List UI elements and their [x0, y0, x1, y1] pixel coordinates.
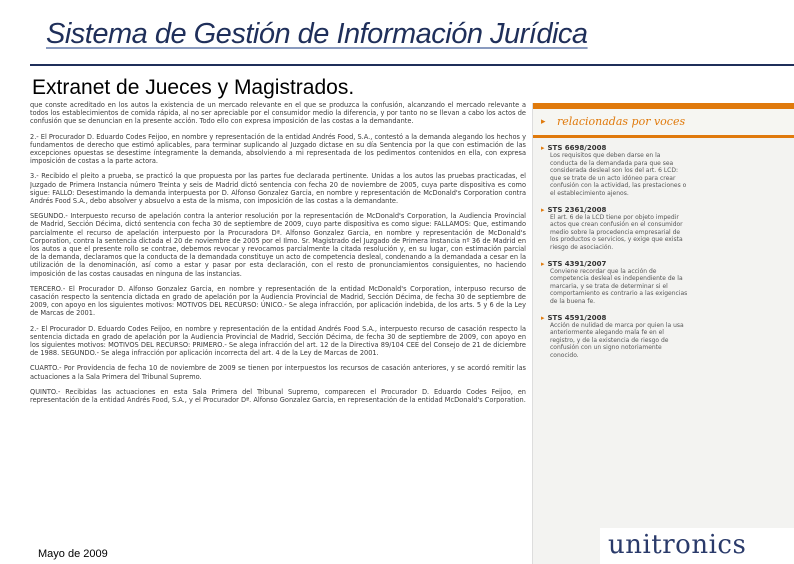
arrow-right-icon: ▸: [541, 116, 546, 126]
arrow-right-icon: ▸: [541, 144, 545, 152]
page-title: Sistema de Gestión de Información Jurídica: [46, 18, 588, 50]
document-paragraph: TERCERO.- El Procurador D. Alfonso Gonzalez Garcia, en nombre y representación de la entidad McDonald's Corporation, interpuso recurso de casación respecto la sentencia dictada en grado de apelación por la Audiencia Provincial de Madrid, Sección Décima, de fecha 30 de septiembre de 2009, con apoyo en los siguientes motivos: MOTIVOS DEL RECURSO: ÚNICO.- Se alega infracción, por aplicación indebida, de los arts. 5 y 6 de la Ley de Marcas de 2001.: [30, 284, 526, 318]
unitronics-logo: [600, 528, 794, 564]
related-item-text: Conviene recordar que la acción de competencia desleal es independiente de la marcaria, y se trata de determinar si el comportamiento es contrario a las exigencias de la buena fe.: [550, 267, 688, 305]
related-item-id[interactable]: STS 2361/2008: [547, 205, 607, 214]
related-item-id[interactable]: STS 4591/2008: [547, 313, 607, 322]
document-paragraph: 2.- El Procurador D. Eduardo Codes Feijoo, en nombre y representación de la entidad Andrés Food, S.A., contestó a la demanda alegando los hechos y fundamentos de derecho que estimó aplicables, para terminar suplicando al Juzgado dictase en su día Sentencia por la que con estimación de las excepciones opuestas se desestime íntegramente la demanda, absolviendo a mi representada de los pedimentos contenidos en ella, con expresa imposición de costas a la parte actora.: [30, 132, 526, 166]
document-paragraph: 3.- Recibido el pleito a prueba, se practicó la que propuesta por las partes fue declarada pertinente. Unidas a los autos las pruebas practicadas, el Juzgado de Primera Instancia número Treinta y seis de Madrid dictó sentencia con fecha 20 de noviembre de 2005, cuya parte dispositiva es como sigue: FALLO: Desestimando la demanda interpuesta por D. Alfonso Gonzalez Garcia, en nombre y representación de McDonald's Corporation contra Andrés Food S.A., debo absolver y absuelvo a esta de la misma, con imposición de las costas a la demandante.: [30, 172, 526, 206]
related-item-id[interactable]: STS 4391/2007: [547, 259, 607, 268]
related-item-text: Acción de nulidad de marca por quien la usa anteriormente alegando mala fe en el registro, y de la existencia de riesgo de confusión con un signo notoriamente conocido.: [550, 321, 684, 359]
page-subtitle: Extranet de Jueces y Magistrados.: [32, 76, 355, 99]
arrow-right-icon: ▸: [541, 205, 545, 214]
related-item[interactable]: [541, 206, 787, 252]
document-paragraph: CUARTO.- Por Providencia de fecha 10 de noviembre de 2009 se tienen por interpuestos los recursos de casación anteriores, y se acordó remitir las actuaciones a la Sala Primera del Tribunal Supremo.: [30, 364, 526, 381]
arrow-right-icon: ▸: [541, 313, 545, 322]
arrow-right-icon: ▸: [541, 259, 545, 268]
related-item[interactable]: [541, 260, 787, 306]
footer-date: Mayo de 2009: [38, 548, 108, 560]
document-paragraph: SEGUNDO.- Interpuesto recurso de apelación contra la anterior resolución por la representación de McDonald's Corporation, la Audiencia Provincial de Madrid, Sección Décima, dictó sentencia con fecha 30 de septiembre de 2009, cuyo parte dispositiva es como sigue: FALLAMOS: Que, estimando parcialmente el recurso de apelación interpuesto por la Procuradora Dª. Alfonso Gonzalez Garcia, en nombre y representación de McDonald's Corporation, contra la sentencia dictada el 20 de noviembre de 2005 por el Ilmo. Sr. Magistrado del Juzgado de Primera Instancia nº 36 de Madrid en los autos a que el presente rollo se contrae, debemos revocar y revocamos parcialmente la citada resolución y, en su lugar, con estimación parcial de la demanda, declaramos que la conducta de la demandada constituye un acto de competencia desleal, condenando a la demandada a cesar en la utilización de la denominación, así como a estar y pasar por esta declaración, con el resto de pronunciamientos consiguientes, no haciendo imposición de las costas causadas en ninguna de las instancias.: [30, 212, 526, 278]
sidebar-list: [533, 138, 794, 359]
document-paragraph: que conste acreditado en los autos la existencia de un mercado relevante en el que se produzca la confusión, alcanzando el mercado relevante a todos los establecimientos de comida rápida, al no ser apreciable por el consumidor medio la diferencia, y por tanto no se llevan a cabo los actos de confusión que se denuncian en la presente acción. Todo ello con expresa imposición de las costas a la demandante.: [30, 101, 526, 126]
logo-wordmark: unitronics: [608, 530, 747, 560]
sidebar-header: [533, 103, 794, 138]
related-item-id[interactable]: STS 6698/2008: [547, 144, 607, 152]
sidebar-accent-bar: [533, 103, 794, 109]
document-paragraph: QUINTO.- Recibidas las actuaciones en esta Sala Primera del Tribunal Supremo, comparecen el Procurador D. Eduardo Codes Feijoo, en representación de la entidad Andrés Food, S.A., y el Procurador Dª. Alfonso Gonzalez Garcia, en representación de la entidad McDonald's Corporation.: [30, 387, 526, 405]
related-item-text: El art. 6 de la LCD tiene por objeto impedir actos que crean confusión en el consumidor medio sobre la procedencia empresarial de los productos o servicios, y exige que exista riesgo de asociación.: [550, 213, 683, 251]
related-item-text: Los requisitos que deben darse en la conducta de la demandada para que sea considerada desleal son los del art. 6 LCD: que se trate de un acto idóneo para crear confusión con la actividad, las prestaciones o el establecimiento ajenos.: [550, 152, 687, 197]
related-item[interactable]: [541, 314, 787, 360]
document-excerpt: [30, 101, 526, 564]
related-item[interactable]: [541, 144, 787, 198]
related-sidebar: [532, 103, 794, 564]
sidebar-heading: relacionadas por voces: [557, 115, 686, 128]
title-divider: [30, 64, 794, 66]
document-paragraph: 2.- El Procurador D. Eduardo Codes Feijoo, en nombre y representación de la entidad Andrés Food S.A., interpuesto recurso de casación respecto la sentencia dictada en grado de apelación por la Audiencia Provincial de Madrid, Sección Décima, de fecha 30 de septiembre de 2009, con apoyo en los siguientes motivos: MOTIVOS DEL RECURSO: PRIMERO.- Se alega infracción del art. 12 de la Directiva 89/104 CEE del Consejo de 21 de diciembre de 1988. SEGUNDO.- Se alega infracción por aplicación incorrecta del art. 4 de la Ley de Marcas de 2001.: [30, 324, 526, 358]
